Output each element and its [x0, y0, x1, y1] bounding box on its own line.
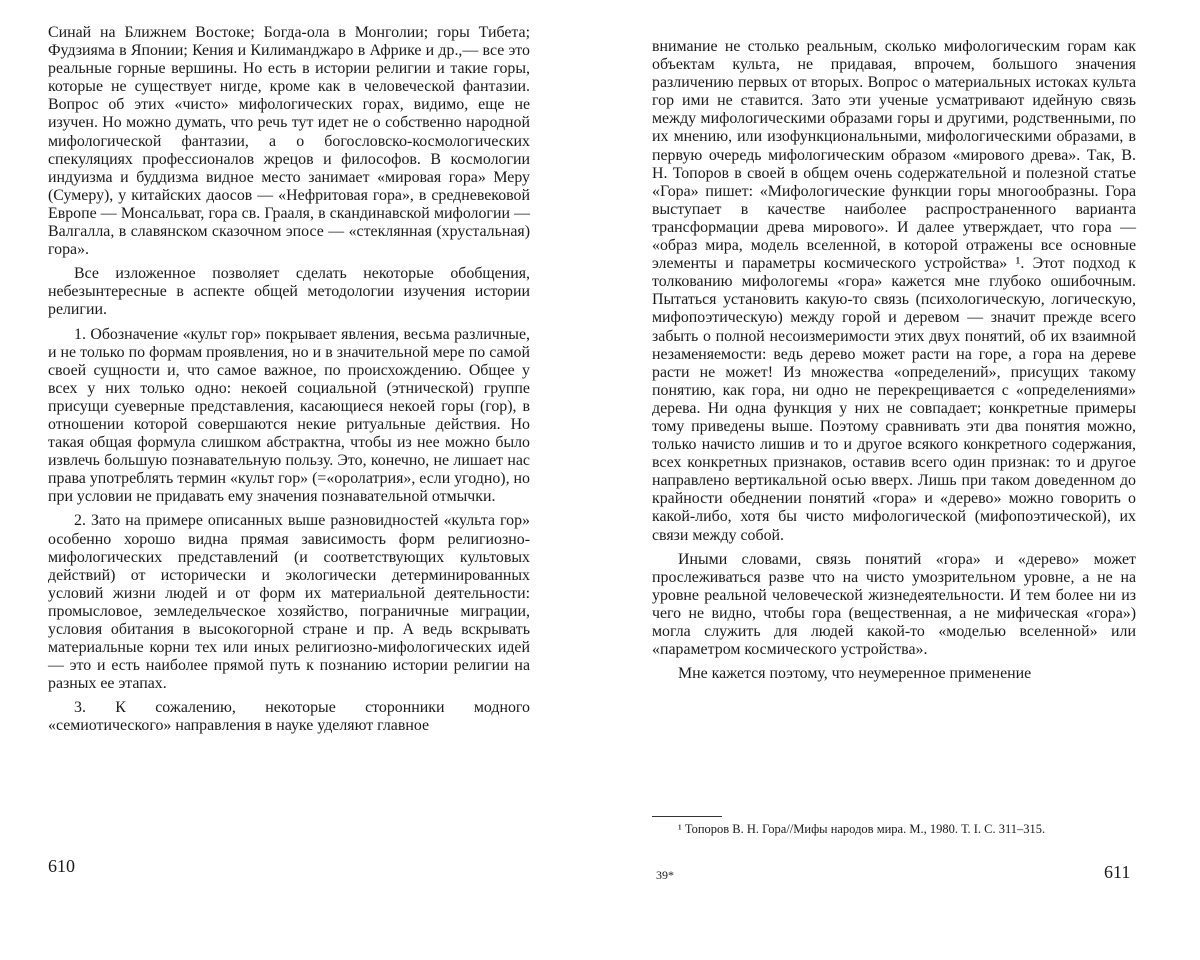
right-paragraph-1: внимание не столько реальным, сколько мифологическим горам как объектам культа, не придавая, впрочем, большого значения различению первых от вторых. Вопрос о материальных истоках культа гор ими не ставится. Зато эти ученые усматривают идейную связь между мифологическими образами горы и другими, родственными, по их мнению, или изофункциональными, мифологическими образами, в первую очередь мифологическим образом «мирового древа». Так, В. Н. Топоров в своей в общем очень содержательной и полезной статье «Гора» пишет: «Мифологические функции горы многообразны. Гора выступает в качестве наиболее распространенного варианта трансформации древа мирового». И далее утверждает, что гора — «образ мира, модель вселенной, в которой отражены все основные элементы и параметры космического устройства» ¹. Этот подход к толкованию мифологемы «гора» кажется мне глубоко ошибочным. Пытаться установить какую-то связь (психологическую, логическую, мифопоэтическую) между горой и деревом — значит прежде всего забыть о полной несоизмеримости этих двух понятий, об их взаимной незаменяемости: ведь дерево может расти на горе, а гора на дереве расти не может! Из множества «определений», присущих такому понятию, как гора, ни одно не перекрещивается с «определениями» дерева. Ни одна функция у них не совпадает; конкретные примеры тому приведены выше. Поэтому сравнивать эти два понятия можно, только начисто лишив и то и другое всякого конкретного содержания, всех конкретных признаков, оставив всего один признак: то и другое направлено вертикальной осью вверх. Лишь при таком доведенном до крайности обеднении понятий «гора» и «дерево» можно говорить о какой-либо, хотя бы чисто мифологической (мифопоэтической), их связи между собой. [652, 38, 1136, 545]
left-page-number: 610 [48, 856, 75, 877]
footnote: ¹ Топоров В. Н. Гора//Мифы народов мира. М., 1980. Т. I. С. 311–315. [652, 822, 1136, 837]
right-paragraph-3: Мне кажется поэтому, что неумеренное применение [652, 665, 1136, 683]
right-page [652, 38, 1136, 683]
left-page [48, 24, 530, 736]
right-paragraph-2: Иными словами, связь понятий «гора» и «дерево» может прослеживаться разве что на чисто умозрительном уровне, а не на уровне реальной человеческой жизнедеятельности. И тем более ни из чего не видно, чтобы гора (вещественная, а не мифическая «гора») могла служить для людей какой-то «моделью вселенной» или «параметром космического устройства». [652, 551, 1136, 660]
left-paragraph-3: 1. Обозначение «культ гор» покрывает явления, весьма различные, и не только по формам проявления, но и в значительной мере по самой своей сущности и, что самое важное, по происхождению. Общее у всех у них только одно: некоей социальной (этнической) группе присущи суеверные представления, касающиеся некоей горы (гор), в отношении которой совершаются некие ритуальные действия. Но такая общая формула слишком абстрактна, чтобы из нее можно было извлечь большую познавательную пользу. Это, конечно, не лишает нас права употреблять термин «культ гор» (=«оролатрия», если угодно), но при условии не придавать ему значения познавательной отмычки. [48, 326, 530, 507]
right-page-number: 611 [1104, 862, 1130, 883]
footnote-divider [652, 816, 722, 817]
left-paragraph-4: 2. Зато на примере описанных выше разновидностей «культа гор» особенно хорошо видна прямая зависимость форм религиозно-мифологических представлений (и соответствующих культовых действий) от исторически и экологически детерминированных условий жизни людей и от форм их материальной деятельности: промысловое, земледельческое хозяйство, пограничные миграции, условия обитания в высокогорной стране и пр. А ведь вскрывать материальные корни тех или иных религиозно-мифологических идей — это и есть наиболее прямой путь к познанию истории религии на разных ее этапах. [48, 512, 530, 693]
left-paragraph-2: Все изложенное позволяет сделать некоторые обобщения, небезынтересные в аспекте общей методологии изучения истории религии. [48, 265, 530, 319]
left-paragraph-1: Синай на Ближнем Востоке; Богда-ола в Монголии; горы Тибета; Фудзияма в Японии; Кения и Килиманджаро в Африке и др.,— все это реальные горные вершины. Но есть в истории религии и такие горы, которые не существует нигде, кроме как в человеческой фантазии. Вопрос об этих «чисто» мифологических горах, видимо, еще не изучен. Но можно думать, что речь тут идет не о собственно народной мифологической фантазии, а о богословско-космологических спекуляциях профессионалов жрецов и философов. В космологии индуизма и буддизма видное место занимает «мировая гора» Меру (Сумеру), у китайских даосов — «Нефритовая гора», в средневековой Европе — Монсальват, гора св. Грааля, в скандинавской мифологии — Валгалла, в славянском сказочном эпосе — «стеклянная (хрустальная) гора». [48, 24, 530, 259]
signature-mark: 39* [656, 868, 674, 883]
left-paragraph-5: 3. К сожалению, некоторые сторонники модного «семиотического» направления в науке уделяют главное [48, 699, 530, 735]
